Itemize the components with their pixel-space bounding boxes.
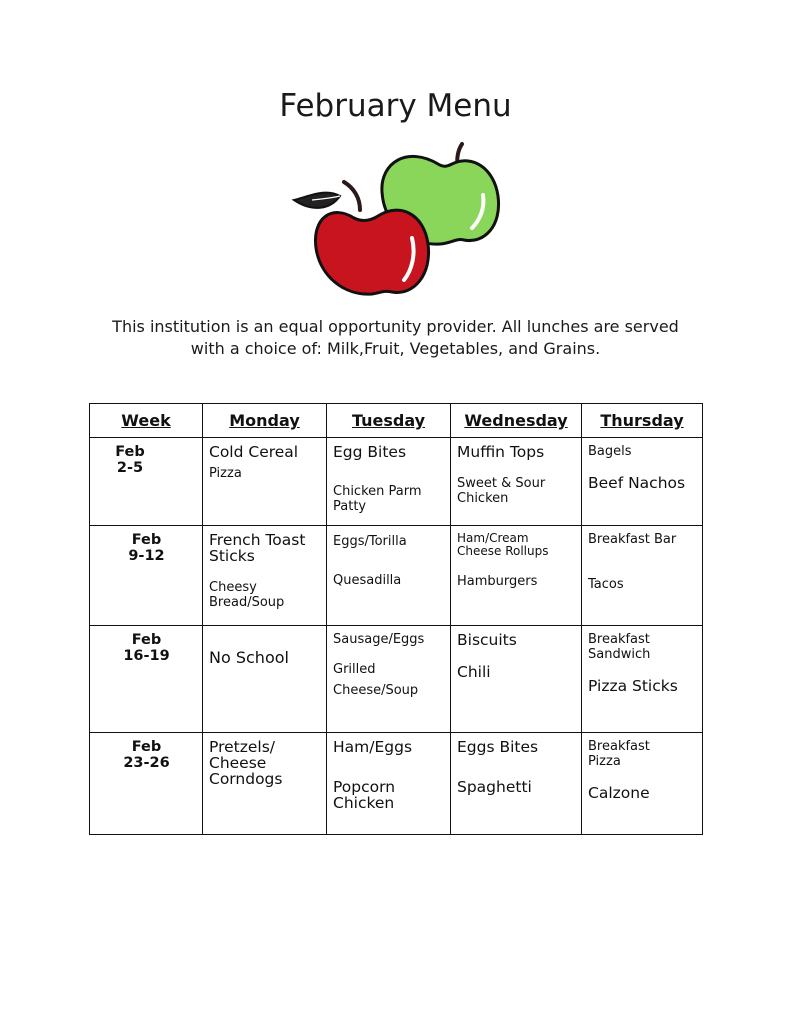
week-month: Feb (131, 532, 162, 548)
header-week: Week (90, 404, 203, 438)
tuesday-cell (327, 526, 451, 626)
table-row (90, 526, 703, 626)
menu-item: Sausage/Eggs (333, 632, 425, 647)
wednesday-cell (451, 438, 582, 526)
wednesday-cell (451, 526, 582, 626)
table-row (90, 626, 703, 733)
menu-item: Spaghetti (457, 778, 532, 796)
thursday-cell (582, 438, 703, 526)
thursday-cell (582, 626, 703, 733)
wednesday-cell (451, 733, 582, 835)
menu-item: Cold Cereal (209, 443, 299, 461)
week-cell (90, 526, 203, 626)
menu-item: Breakfast Sandwich (588, 632, 651, 662)
menu-item: Chili (457, 663, 491, 681)
tuesday-cell (327, 733, 451, 835)
table-row (90, 733, 703, 835)
menu-item: Biscuits (457, 631, 517, 649)
monday-cell (203, 526, 327, 626)
menu-item: Chicken Parm Patty (333, 484, 422, 514)
menu-item: Popcorn Chicken (333, 778, 396, 812)
thursday-cell (582, 733, 703, 835)
menu-item: Ham/Eggs (333, 738, 413, 756)
menu-item: Eggs Bites (457, 738, 539, 756)
week-cell (90, 438, 203, 526)
menu-item: No School (209, 648, 289, 667)
menu-item: Calzone (588, 784, 650, 802)
header-tuesday: Tuesday (327, 404, 451, 438)
monday-cell (203, 733, 327, 835)
menu-table (89, 403, 703, 835)
menu-item: Pretzels/ Cheese Corndogs (209, 738, 283, 788)
menu-item: Beef Nachos (588, 474, 686, 492)
monday-cell (203, 438, 327, 526)
menu-item: Eggs/Torilla (333, 534, 407, 549)
week-dates: 9-12 (128, 548, 165, 564)
week-month: Feb (131, 632, 162, 648)
menu-item: Tacos (588, 577, 624, 592)
menu-item: Egg Bites (333, 443, 407, 461)
table-row (90, 438, 703, 526)
apples-illustration (288, 140, 508, 300)
page-title: February Menu (279, 88, 512, 124)
week-cell (90, 733, 203, 835)
tuesday-cell (327, 438, 451, 526)
menu-item: Breakfast Bar (588, 532, 677, 547)
menu-item: Breakfast Pizza (588, 739, 650, 769)
thursday-cell (582, 526, 703, 626)
week-month: Feb (131, 739, 162, 755)
menu-item: French Toast Sticks (209, 531, 306, 565)
menu-item: Grilled Cheese/Soup (333, 662, 419, 698)
equal-opportunity-notice: This institution is an equal opportunity provider. All lunches are served with a choice of: Milk,Fruit, Vegetables, and Grains. (112, 317, 679, 358)
week-dates: 2-5 (116, 460, 144, 476)
menu-item: Muffin Tops (457, 443, 545, 461)
week-month: Feb (115, 444, 145, 460)
tuesday-cell (327, 626, 451, 733)
menu-item: Quesadilla (333, 573, 402, 588)
week-cell (90, 626, 203, 733)
header-wednesday: Wednesday (451, 404, 582, 438)
menu-item: Bagels (588, 444, 632, 459)
monday-cell (203, 626, 327, 733)
menu-item: Ham/Cream Cheese Rollups (457, 531, 549, 558)
week-dates: 16-19 (123, 648, 170, 664)
wednesday-cell (451, 626, 582, 733)
menu-item: Cheesy Bread/Soup (209, 580, 285, 610)
menu-item: Sweet & Sour Chicken (457, 476, 546, 506)
menu-item: Hamburgers (457, 574, 538, 589)
header-row (90, 404, 703, 438)
header-thursday: Thursday (582, 404, 703, 438)
menu-item: Pizza (209, 466, 242, 481)
header-monday: Monday (203, 404, 327, 438)
menu-item: Pizza Sticks (588, 677, 678, 695)
week-dates: 23-26 (123, 755, 170, 771)
